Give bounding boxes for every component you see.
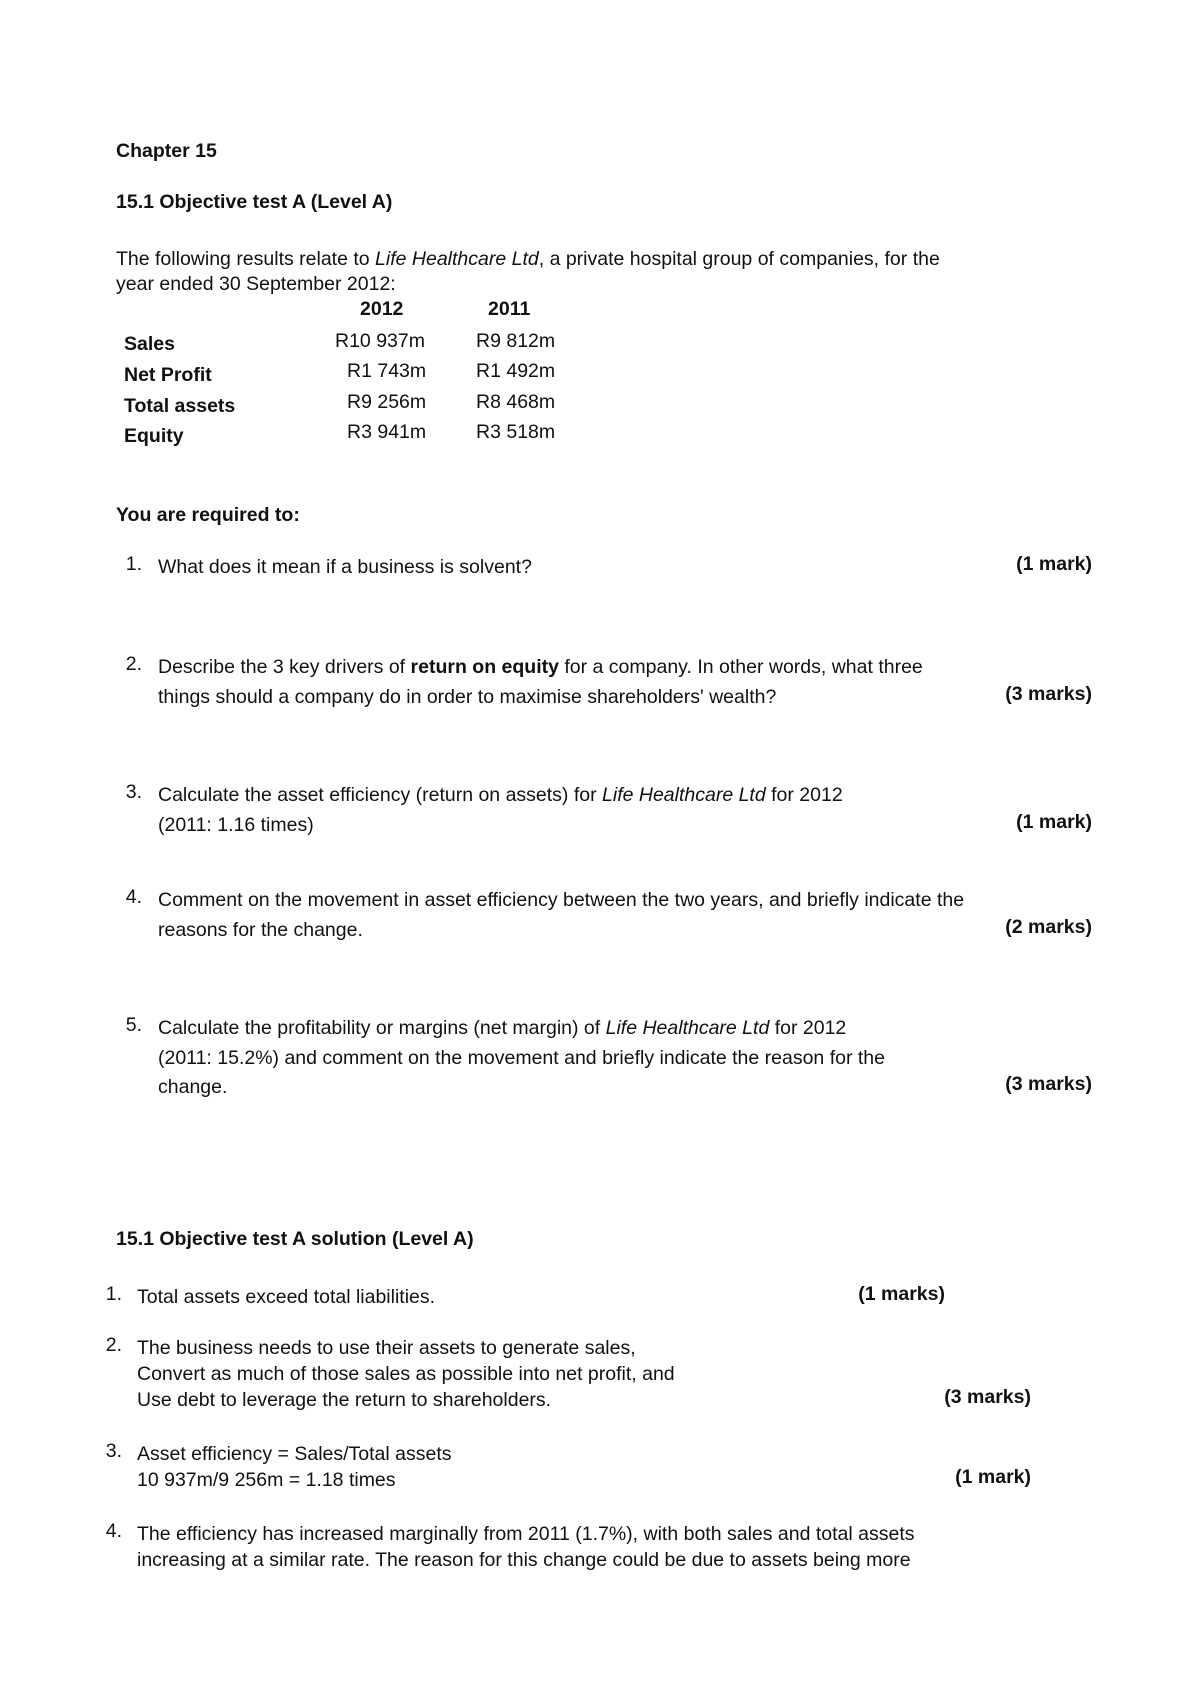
text-run: for 2012 — [769, 1017, 847, 1039]
intro-text-post: , a private hospital group of companies, for the — [538, 248, 940, 270]
solution-text: The efficiency has increased marginally from 2011 (1.7%), with both sales and total assets — [137, 1523, 915, 1545]
question-mark: (3 marks) — [1005, 683, 1092, 705]
row-label-equity: Equity — [124, 425, 184, 447]
row-label-sales: Sales — [124, 333, 175, 355]
text-run: Describe the 3 key drivers of — [158, 656, 411, 678]
solution-number: 3. — [105, 1440, 122, 1462]
test-heading: 15.1 Objective test A (Level A) — [116, 191, 393, 213]
table-header-2012: 2012 — [360, 298, 404, 320]
question-mark: (3 marks) — [1005, 1073, 1092, 1095]
question-mark: (2 marks) — [1005, 916, 1092, 938]
question-text — [158, 1014, 846, 1042]
intro-line-2: year ended 30 September 2012: — [116, 273, 396, 295]
cell-equity-2012: R3 941m — [347, 421, 427, 443]
cell-net-profit-2012: R1 743m — [347, 360, 427, 382]
cell-total-assets-2011: R8 468m — [476, 391, 556, 413]
solution-heading: 15.1 Objective test A solution (Level A) — [116, 1228, 474, 1250]
solution-text: Total assets exceed total liabilities. — [137, 1286, 436, 1308]
row-label-total-assets: Total assets — [124, 395, 236, 417]
solution-mark: (3 marks) — [944, 1386, 1031, 1408]
solution-text-line-2: 10 937m/9 256m = 1.18 times — [137, 1469, 396, 1491]
solution-number: 2. — [105, 1334, 122, 1356]
text-run: for 2012 — [765, 784, 843, 806]
question-number: 3. — [125, 781, 142, 803]
question-text-line-2: (2011: 1.16 times) — [158, 814, 314, 836]
question-text-line-2: things should a company do in order to maximise shareholders' wealth? — [158, 686, 777, 708]
required-heading: You are required to: — [116, 504, 300, 526]
solution-number: 1. — [105, 1283, 122, 1305]
solution-text-line-3: Use debt to leverage the return to shareholders. — [137, 1389, 552, 1411]
solution-mark: (1 marks) — [858, 1283, 945, 1305]
question-mark: (1 mark) — [1016, 553, 1092, 575]
question-text: What does it mean if a business is solvent? — [158, 556, 532, 578]
bold-term: return on equity — [410, 656, 559, 678]
cell-equity-2011: R3 518m — [476, 421, 556, 443]
intro-line-1 — [116, 245, 940, 273]
table-header-2011: 2011 — [488, 298, 531, 320]
question-number: 1. — [125, 553, 142, 575]
question-text-line-2: (2011: 15.2%) and comment on the movement and briefly indicate the reason for the — [158, 1047, 885, 1069]
solution-text: The business needs to use their assets to generate sales, — [137, 1337, 636, 1359]
question-number: 5. — [125, 1014, 142, 1036]
question-text-line-2: reasons for the change. — [158, 919, 363, 941]
text-run: for a company. In other words, what three — [558, 656, 923, 678]
cell-total-assets-2012: R9 256m — [347, 391, 427, 413]
solution-text-line-2: increasing at a similar rate. The reason for this change could be due to assets being more — [137, 1549, 911, 1571]
solution-mark: (1 mark) — [955, 1466, 1031, 1488]
company-name: Life Healthcare Ltd — [375, 248, 539, 270]
solution-text-line-2: Convert as much of those sales as possible into net profit, and — [137, 1363, 675, 1385]
text-run: Calculate the asset efficiency (return on assets) for — [158, 784, 603, 806]
question-mark: (1 mark) — [1016, 811, 1092, 833]
cell-net-profit-2011: R1 492m — [476, 360, 556, 382]
solution-text: Asset efficiency = Sales/Total assets — [137, 1443, 452, 1465]
chapter-title: Chapter 15 — [116, 140, 217, 162]
question-text — [158, 781, 843, 809]
row-label-net-profit: Net Profit — [124, 364, 212, 386]
question-text: Comment on the movement in asset efficiency between the two years, and briefly indicate the — [158, 889, 965, 911]
company-name: Life Healthcare Ltd — [602, 784, 766, 806]
question-text-line-3: change. — [158, 1076, 228, 1098]
question-number: 2. — [125, 653, 142, 675]
question-number: 4. — [125, 886, 142, 908]
intro-text: The following results relate to — [116, 248, 376, 270]
text-run: Calculate the profitability or margins (net margin) of — [158, 1017, 606, 1039]
solution-number: 4. — [105, 1520, 122, 1542]
cell-sales-2012: R10 937m — [335, 330, 425, 352]
company-name: Life Healthcare Ltd — [605, 1017, 770, 1039]
cell-sales-2011: R9 812m — [476, 330, 556, 352]
question-text — [158, 653, 923, 681]
